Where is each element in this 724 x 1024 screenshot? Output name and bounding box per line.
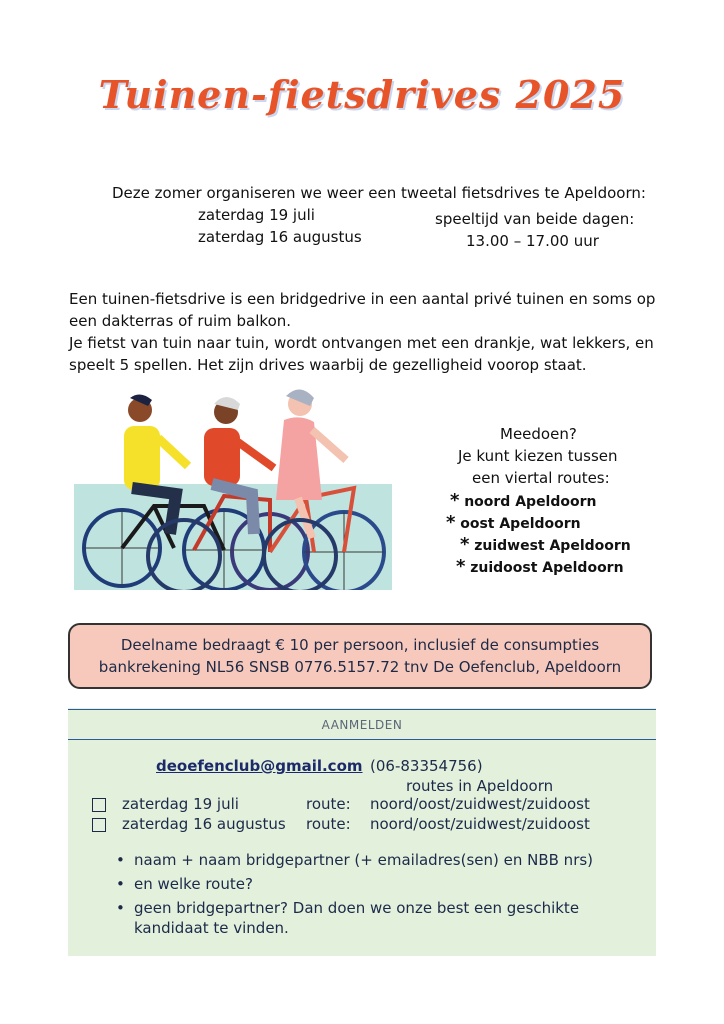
register-section	[68, 708, 656, 956]
email-link[interactable]: deoefenclub@gmail.com	[156, 757, 363, 775]
star-icon: *	[456, 556, 466, 577]
checkbox-date-1[interactable]	[92, 798, 106, 812]
route-options-1: noord/oost/zuidwest/zuidoost	[370, 795, 590, 813]
fee-box	[68, 623, 652, 689]
register-date-1: zaterdag 19 juli	[122, 795, 239, 813]
star-icon: *	[446, 512, 456, 533]
route-item-4	[456, 556, 624, 579]
divider	[68, 739, 656, 740]
route-item-3	[460, 534, 631, 557]
list-item: • en welke route?	[116, 874, 646, 894]
route-options-2: noord/oost/zuidwest/zuidoost	[370, 815, 590, 833]
description-p2: Je fietst van tuin naar tuin, wordt ontvangen met een drankje, wat lekkers, en speelt 5 spellen. Het zijn drives waarbij de gezelligheid voorop staat.	[69, 334, 654, 374]
description	[69, 288, 679, 376]
routes-line-2: Je kunt kiezen tussen	[458, 447, 618, 465]
route-item-1	[450, 490, 597, 513]
fee-line-1: Deelname bedraagt € 10 per persoon, inclusief de consumpties	[120, 636, 600, 654]
checkbox-date-2[interactable]	[92, 818, 106, 832]
divider	[68, 709, 656, 710]
playtime-label: speeltijd van beide dagen:	[435, 210, 635, 228]
date-2: zaterdag 16 augustus	[198, 228, 362, 246]
cyclists-illustration	[74, 388, 392, 590]
route-name: zuidwest Apeldoorn	[474, 538, 631, 554]
phone-number: (06-83354756)	[370, 757, 483, 775]
star-icon: *	[450, 490, 460, 511]
list-item: • naam + naam bridgepartner (+ emailadres(sen) en NBB nrs)	[116, 850, 646, 870]
routes-line-1: Meedoen?	[500, 425, 577, 443]
fee-line-2: bankrekening NL56 SNSB 0776.5157.72 tnv De Oefenclub, Apeldoorn	[98, 658, 622, 676]
page-title: Tuinen-fietsdrives 2025	[98, 72, 626, 117]
register-date-2: zaterdag 16 augustus	[122, 815, 286, 833]
route-label-1: route:	[306, 795, 351, 813]
playtime-value: 13.00 – 17.00 uur	[466, 232, 599, 250]
route-name: zuidoost Apeldoorn	[470, 560, 624, 576]
route-name: oost Apeldoorn	[460, 516, 581, 532]
route-name: noord Apeldoorn	[464, 494, 597, 510]
date-1: zaterdag 19 juli	[198, 206, 315, 224]
routes-label: routes in Apeldoorn	[406, 777, 554, 795]
register-instructions	[116, 850, 646, 942]
register-header: AANMELDEN	[321, 718, 403, 732]
list-item: • geen bridgepartner? Dan doen we onze best een geschikte kandidaat te vinden.	[116, 898, 646, 938]
route-item-2	[446, 512, 581, 535]
routes-line-3: een viertal routes:	[472, 469, 610, 487]
description-p1: Een tuinen-fietsdrive is een bridgedrive in een aantal privé tuinen en soms op een dakterras of ruim balkon.	[69, 290, 656, 330]
star-icon: *	[460, 534, 470, 555]
intro-text: Deze zomer organiseren we weer een tweetal fietsdrives te Apeldoorn:	[112, 184, 646, 202]
route-label-2: route:	[306, 815, 351, 833]
